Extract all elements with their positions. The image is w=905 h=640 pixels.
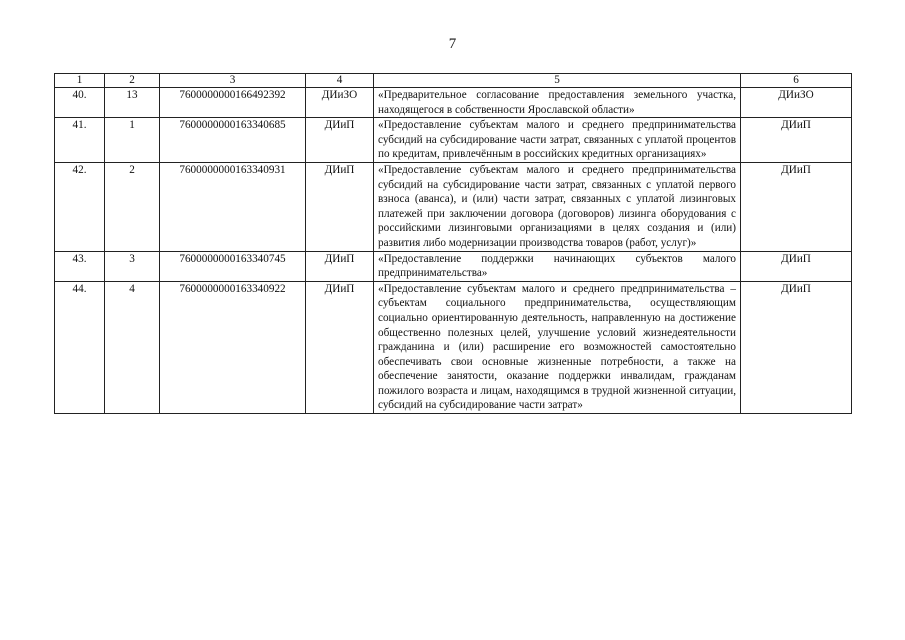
- row-number: 44.: [55, 281, 105, 413]
- service-description: «Предоставление поддержки начинающих субъектов малого предпринимательства»: [374, 251, 741, 281]
- sub-number: 1: [105, 118, 160, 163]
- sub-number: 4: [105, 281, 160, 413]
- column-header-6: 6: [741, 74, 852, 88]
- row-number: 41.: [55, 118, 105, 163]
- department: ДИиП: [306, 118, 374, 163]
- row-number: 42.: [55, 162, 105, 251]
- service-code: 7600000000163340685: [160, 118, 306, 163]
- column-header-5: 5: [374, 74, 741, 88]
- column-header-3: 3: [160, 74, 306, 88]
- service-description: «Предоставление субъектам малого и среднего предпринимательства субсидий на субсидирование части затрат, связанных с уплатой процентов по кредитам, привлечённым в российских кредитных организациях»: [374, 118, 741, 163]
- column-header-1: 1: [55, 74, 105, 88]
- sub-number: 3: [105, 251, 160, 281]
- service-description: «Предварительное согласование предоставления земельного участка, находящегося в собственности Ярославской области»: [374, 88, 741, 118]
- page-number: 7: [448, 36, 457, 52]
- sub-number: 2: [105, 162, 160, 251]
- column-header-4: 4: [306, 74, 374, 88]
- responsible-department: ДИиЗО: [741, 88, 852, 118]
- responsible-department: ДИиП: [741, 281, 852, 413]
- department: ДИиП: [306, 281, 374, 413]
- service-code: 7600000000163340922: [160, 281, 306, 413]
- service-code: 7600000000166492392: [160, 88, 306, 118]
- responsible-department: ДИиП: [741, 162, 852, 251]
- service-description: «Предоставление субъектам малого и среднего предпринимательства субсидий на субсидирование части затрат, связанных с уплатой первого взноса (аванса), и (или) части затрат, связанных с уплатой лизинговых платежей при заключении договора (договоров) лизинга оборудования с российскими лизинговыми организациями в целях создания и (или) развития либо модернизации производства товаров (работ, услуг)»: [374, 162, 741, 251]
- table-row: [55, 162, 852, 251]
- department: ДИиП: [306, 251, 374, 281]
- row-number: 40.: [55, 88, 105, 118]
- table-row: [55, 88, 852, 118]
- row-number: 43.: [55, 251, 105, 281]
- header-row: [55, 74, 852, 88]
- sub-number: 13: [105, 88, 160, 118]
- service-code: 7600000000163340745: [160, 251, 306, 281]
- service-code: 7600000000163340931: [160, 162, 306, 251]
- service-description: «Предоставление субъектам малого и среднего предпринимательства – субъектам социального предпринимательства, осуществляющим социально ориентированную деятельность, направленную на достижение общественно полезных целей, улучшение условий жизнедеятельности гражданина и (или) расширение его возможностей самостоятельно обеспечивать свои основные жизненные потребности, а также на обеспечение занятости, оказание поддержки инвалидам, гражданам пожилого возраста и лицам, находящимся в трудной жизненной ситуации, субсидий на субсидирование части затрат»: [374, 281, 741, 413]
- responsible-department: ДИиП: [741, 118, 852, 163]
- department: ДИиП: [306, 162, 374, 251]
- table-row: [55, 281, 852, 413]
- services-table: [54, 73, 852, 414]
- table-row: [55, 251, 852, 281]
- responsible-department: ДИиП: [741, 251, 852, 281]
- table-row: [55, 118, 852, 163]
- department: ДИиЗО: [306, 88, 374, 118]
- column-header-2: 2: [105, 74, 160, 88]
